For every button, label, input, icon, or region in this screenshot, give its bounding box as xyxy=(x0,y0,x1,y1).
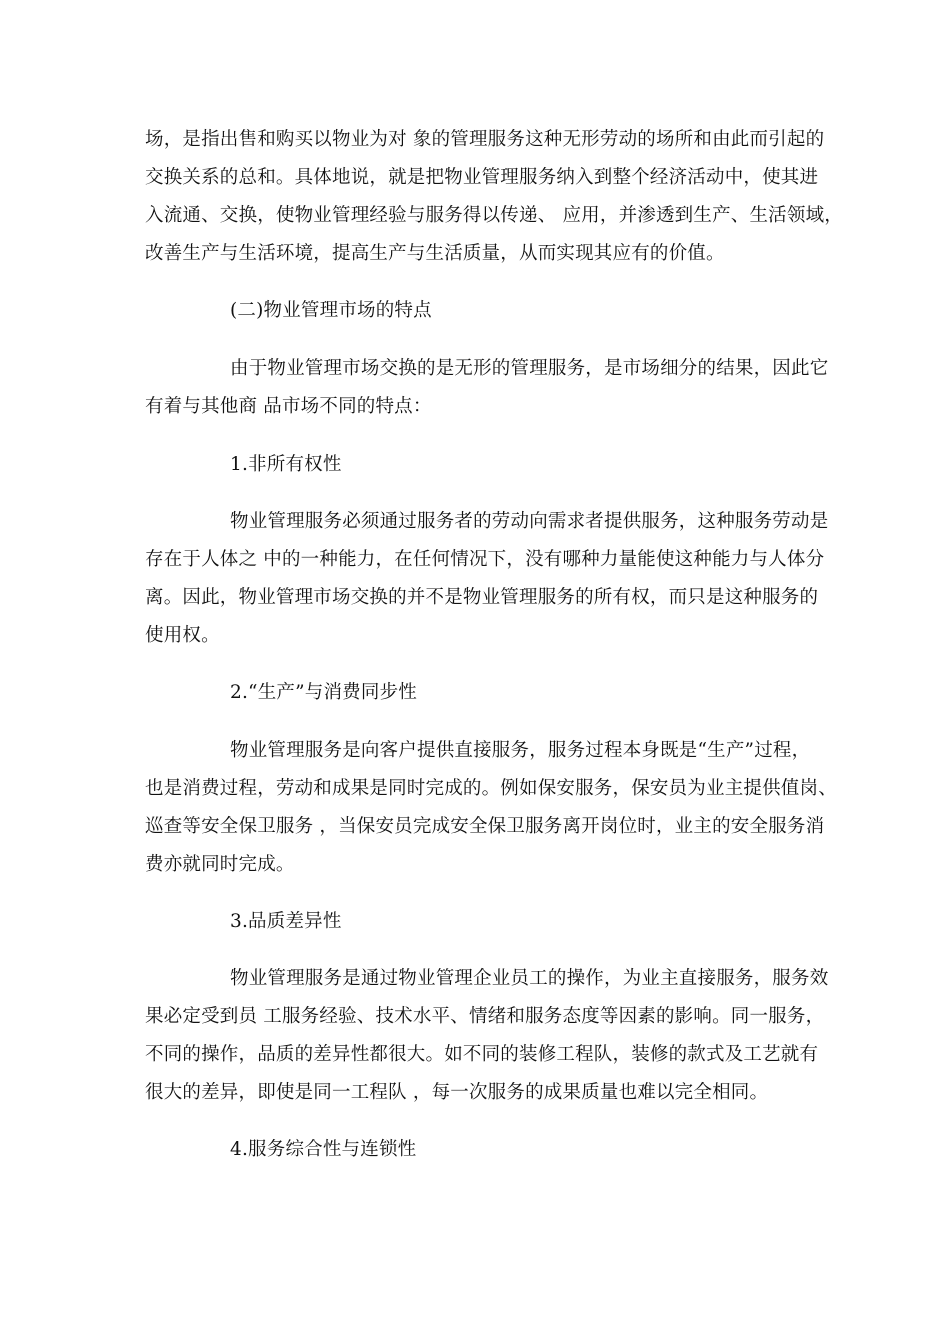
paragraph-line: 由于物业管理市场交换的是无形的管理服务，是市场细分的结果，因此它 xyxy=(230,358,829,379)
paragraph-line: 场，是指出售和购买以物业为对 象的管理服务这种无形劳动的场所和由此而引起的 xyxy=(145,129,825,150)
paragraph-line: 不同的操作，品质的差异性都很大。如不同的装修工程队，装修的款式及工艺就有 xyxy=(145,1044,819,1065)
paragraph-line: 物业管理服务必须通过服务者的劳动向需求者提供服务，这种服务劳动是 xyxy=(230,511,829,532)
paragraph-line: 交换关系的总和。具体地说，就是把物业管理服务纳入到整个经济活动中，使其进 xyxy=(145,167,819,188)
subsection-heading: 4.服务综合性与连锁性 xyxy=(230,1139,417,1160)
paragraph-line: 离。因此，物业管理市场交换的并不是物业管理服务的所有权，而只是这种服务的 xyxy=(145,587,819,608)
subsection-heading: 1.非所有权性 xyxy=(230,454,342,475)
subsection-heading: 3.品质差异性 xyxy=(230,911,342,932)
paragraph-line: 果必定受到员 工服务经验、技术水平、情绪和服务态度等因素的影响。同一服务， xyxy=(145,1006,825,1027)
subsection-heading: 2.“生产”与消费同步性 xyxy=(230,682,417,703)
paragraph-line: 存在于人体之 中的一种能力，在任何情况下，没有哪种力量能使这种能力与人体分 xyxy=(145,549,825,570)
paragraph-line: 有着与其他商 品市场不同的特点： xyxy=(145,396,432,417)
paragraph-line: 使用权。 xyxy=(145,625,220,646)
paragraph-line: 很大的差异，即使是同一工程队 ，每一次服务的成果质量也难以完全相同。 xyxy=(145,1082,769,1103)
section-heading: (二)物业管理市场的特点 xyxy=(230,300,432,321)
paragraph-line: 也是消费过程，劳动和成果是同时完成的。例如保安服务，保安员为业主提供值岗、 xyxy=(145,778,837,799)
paragraph-line: 改善生产与生活环境，提高生产与生活质量，从而实现其应有的价值。 xyxy=(145,243,725,264)
paragraph-line: 入流通、交换，使物业管理经验与服务得以传递、 应用，并渗透到生产、生活领域， xyxy=(145,205,843,226)
paragraph-line: 物业管理服务是向客户提供直接服务，服务过程本身既是“生产”过程， xyxy=(230,740,811,761)
paragraph-line: 巡查等安全保卫服务 ，当保安员完成安全保卫服务离开岗位时，业主的安全服务消 xyxy=(145,816,825,837)
paragraph-line: 物业管理服务是通过物业管理企业员工的操作，为业主直接服务，服务效 xyxy=(230,968,829,989)
paragraph-line: 费亦就同时完成。 xyxy=(145,854,295,875)
